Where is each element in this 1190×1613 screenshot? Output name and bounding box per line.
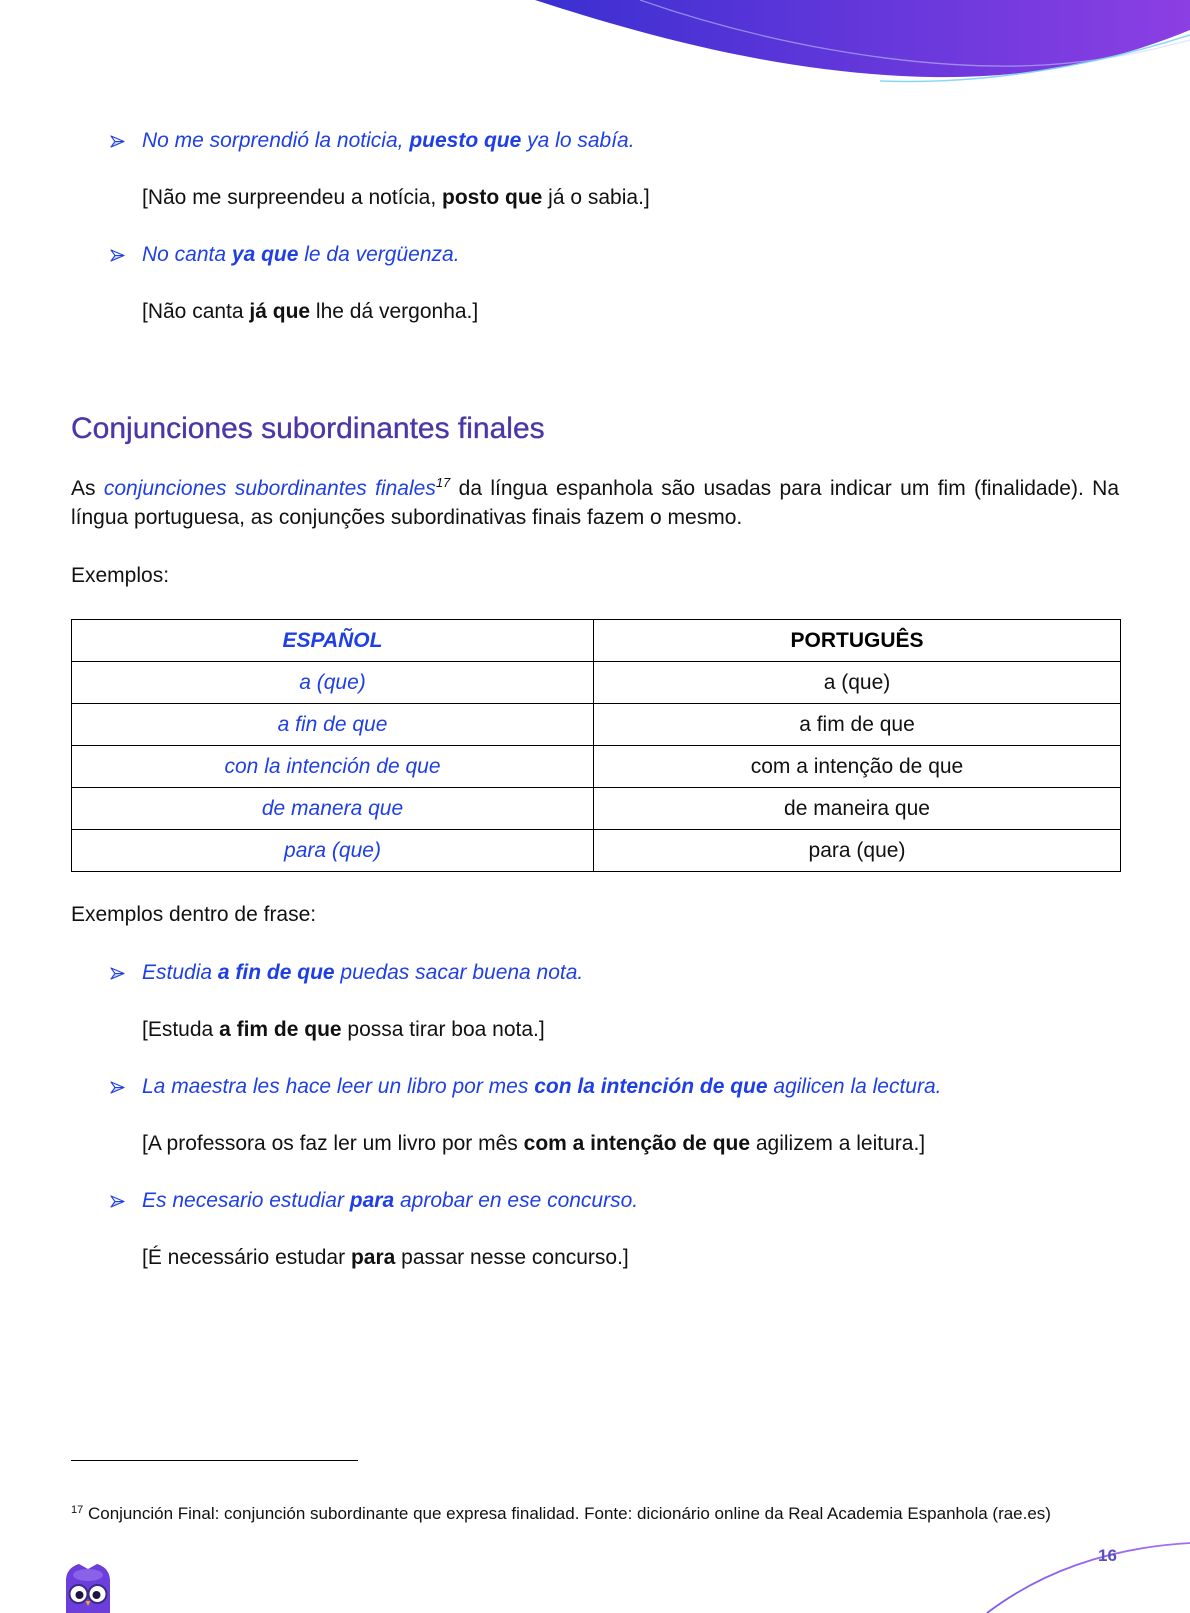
example-item: [110, 1187, 1110, 1273]
table-header-row: [72, 620, 1121, 662]
page-number: 16: [1098, 1546, 1117, 1565]
sentence-keyword: con la intención de que: [534, 1075, 768, 1098]
conjunctions-table: [71, 619, 1121, 872]
sentence-text: aprobar en ese concurso.: [394, 1189, 639, 1212]
translation-text: [Não me surpreendeu a notícia,: [142, 186, 443, 209]
translation-text: [A professora os faz ler um livro por mês: [142, 1132, 524, 1155]
owl-logo-icon: [62, 1561, 114, 1613]
cell-spanish: a (que): [72, 662, 594, 704]
translation-text: [Não canta: [142, 300, 250, 323]
table-row: [72, 788, 1121, 830]
translation-text: possa tirar boa nota.]: [341, 1018, 545, 1041]
portuguese-translation: [142, 184, 650, 212]
cell-spanish: para (que): [72, 830, 594, 872]
arrowhead-bullet-icon: [110, 1195, 125, 1208]
translation-keyword: para: [350, 1246, 396, 1269]
translation-keyword: posto que: [442, 186, 543, 209]
section-title: Conjunciones subordinantes finales: [71, 412, 545, 445]
translation-text: agilizem a leitura.]: [750, 1132, 926, 1155]
footnote-number: 17: [71, 1504, 84, 1516]
cell-portuguese: a (que): [594, 662, 1121, 704]
example-item: [110, 1073, 1110, 1159]
translation-text: [É necessário estudar: [142, 1246, 351, 1269]
spanish-sentence: [142, 241, 460, 269]
sentence-text: La maestra les hace leer un libro por mes: [142, 1075, 535, 1098]
spanish-sentence: [142, 1073, 942, 1101]
owl-pupil-left: [76, 1591, 84, 1599]
arrowhead-bullet-icon: [110, 135, 125, 148]
cell-portuguese: para (que): [594, 830, 1121, 872]
table-row: [72, 662, 1121, 704]
arrowhead-bullet-icon: [110, 1081, 125, 1094]
cell-portuguese: de maneira que: [594, 788, 1121, 830]
intro-paragraph-line-2: língua portuguesa, as conjunções subordinativas finais fazem o mesmo.: [71, 506, 743, 529]
sentence-examples-label: Exemplos dentro de frase:: [71, 903, 317, 926]
spanish-sentence: [142, 959, 583, 987]
wave-band: [535, 0, 1190, 77]
examples-label: Exemplos:: [71, 564, 170, 587]
owl-pupil-right: [93, 1591, 101, 1599]
footnote-text: Conjunción Final: conjunción subordinante que expresa finalidad. Fonte: dicionário online da Real Academia Espanhola (rae.es): [83, 1504, 1051, 1523]
column-header-spanish: ESPAÑOL: [72, 620, 594, 662]
table-row: [72, 746, 1121, 788]
cell-spanish: a fin de que: [72, 704, 594, 746]
portuguese-translation: [142, 1244, 629, 1272]
portuguese-translation: [142, 1130, 925, 1158]
cell-portuguese: a fim de que: [594, 704, 1121, 746]
cell-spanish: con la intención de que: [72, 746, 594, 788]
sentence-text: ya lo sabía.: [521, 129, 635, 152]
intro-lead: As: [71, 477, 104, 500]
translation-text: [Estuda: [142, 1018, 220, 1041]
sentence-text: puedas sacar buena nota.: [334, 961, 584, 984]
owl-head-highlight: [73, 1569, 103, 1581]
footnote-reference: 17: [435, 475, 451, 490]
arrowhead-bullet-icon: [110, 967, 125, 980]
spanish-sentence: [142, 127, 635, 155]
example-item: [110, 241, 1110, 327]
footnote-separator: [71, 1460, 358, 1461]
translation-keyword: com a intenção de que: [523, 1132, 751, 1155]
footer-curve-decoration: [900, 1520, 1190, 1613]
sentence-keyword: ya que: [231, 243, 299, 266]
intro-paragraph-line-1: [71, 474, 1119, 504]
sentence-text: Estudia: [142, 961, 218, 984]
footer-curve-line: [987, 1543, 1190, 1613]
portuguese-translation: [142, 1016, 545, 1044]
sentence-text: agilicen la lectura.: [767, 1075, 942, 1098]
intro-term: conjunciones subordinantes finales: [103, 477, 436, 500]
spanish-sentence: [142, 1187, 638, 1215]
translation-text: já o sabia.]: [542, 186, 650, 209]
translation-text: lhe dá vergonha.]: [310, 300, 479, 323]
arrowhead-bullet-icon: [110, 249, 125, 262]
sentence-text: le da vergüenza.: [298, 243, 460, 266]
column-header-portuguese: PORTUGUÊS: [594, 620, 1121, 662]
sentence-text: No canta: [142, 243, 232, 266]
portuguese-translation: [142, 298, 478, 326]
sentence-keyword: puesto que: [409, 129, 522, 152]
example-item: [110, 959, 1110, 1045]
header-wave-decoration: [0, 0, 1190, 100]
example-item: [110, 127, 1110, 213]
cell-spanish: de manera que: [72, 788, 594, 830]
intro-text: da língua espanhola são usadas para indicar um fim (finalidade). Na: [450, 477, 1119, 500]
translation-keyword: a fim de que: [219, 1018, 342, 1041]
cell-portuguese: com a intenção de que: [594, 746, 1121, 788]
sentence-text: No me sorprendió la noticia,: [142, 129, 410, 152]
sentence-keyword: para: [349, 1189, 395, 1212]
translation-text: passar nesse concurso.]: [395, 1246, 629, 1269]
table-row: [72, 704, 1121, 746]
table-row: [72, 830, 1121, 872]
sentence-text: Es necesario estudiar: [142, 1189, 350, 1212]
translation-keyword: já que: [249, 300, 311, 323]
sentence-keyword: a fin de que: [217, 961, 335, 984]
